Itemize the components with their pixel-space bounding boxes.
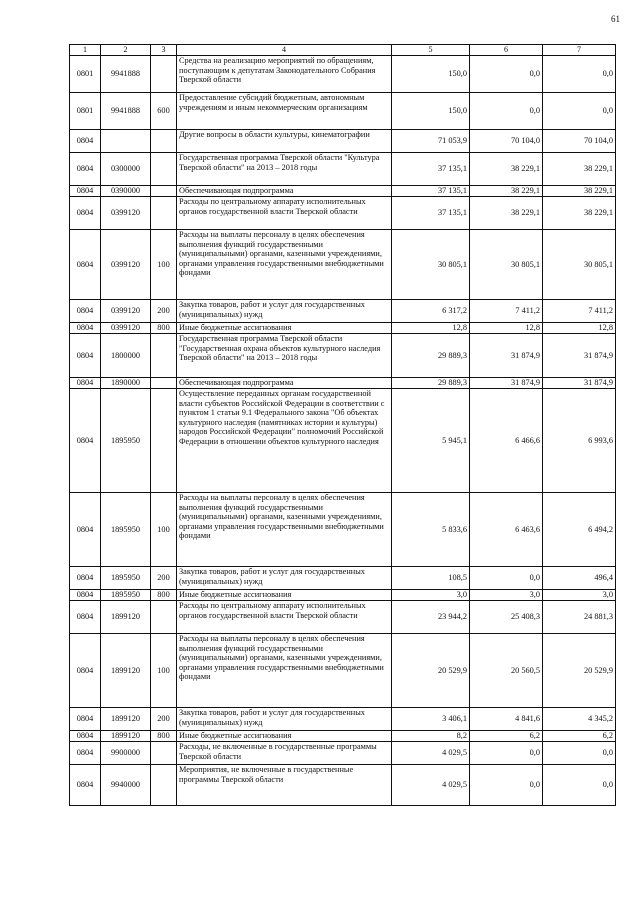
expense-type-cell: 100 bbox=[151, 493, 177, 567]
division-code-cell: 0804 bbox=[70, 197, 101, 230]
table-row bbox=[70, 334, 616, 378]
amount-col6-cell: 12,8 bbox=[470, 323, 543, 334]
expense-type-cell: 800 bbox=[151, 731, 177, 742]
division-code-cell: 0804 bbox=[70, 378, 101, 389]
amount-col7-cell: 38 229,1 bbox=[543, 153, 616, 186]
amount-col5-cell: 30 805,1 bbox=[392, 230, 470, 300]
target-article-cell: 9900000 bbox=[101, 742, 151, 765]
description-cell: Обеспечивающая подпрограмма bbox=[177, 186, 392, 197]
target-article-cell: 1899120 bbox=[101, 634, 151, 708]
expense-type-cell bbox=[151, 197, 177, 230]
target-article-cell: 0399120 bbox=[101, 197, 151, 230]
amount-col5-cell: 29 889,3 bbox=[392, 378, 470, 389]
amount-col6-cell: 0,0 bbox=[470, 765, 543, 806]
target-article-cell: 1890000 bbox=[101, 378, 151, 389]
division-code-cell: 0804 bbox=[70, 634, 101, 708]
amount-col5-cell: 37 135,1 bbox=[392, 153, 470, 186]
amount-col5-cell: 150,0 bbox=[392, 93, 470, 130]
header-cell: 7 bbox=[543, 45, 616, 56]
expense-type-cell bbox=[151, 378, 177, 389]
table-row bbox=[70, 742, 616, 765]
description-cell: Другие вопросы в области культуры, кинематографии bbox=[177, 130, 392, 153]
division-code-cell: 0804 bbox=[70, 731, 101, 742]
amount-col5-cell: 3 406,1 bbox=[392, 708, 470, 731]
amount-col6-cell: 0,0 bbox=[470, 742, 543, 765]
amount-col5-cell: 29 889,3 bbox=[392, 334, 470, 378]
description-cell: Закупка товаров, работ и услуг для государственных (муниципальных) нужд bbox=[177, 708, 392, 731]
target-article-cell: 0399120 bbox=[101, 230, 151, 300]
amount-col5-cell: 5 945,1 bbox=[392, 389, 470, 493]
expense-type-cell bbox=[151, 742, 177, 765]
description-cell: Расходы на выплаты персоналу в целях обеспечения выполнения функций государственными (муниципальными) органами, казенными учреждениями, органами управления государственными внебюджетными фондами bbox=[177, 634, 392, 708]
table-row bbox=[70, 389, 616, 493]
amount-col5-cell: 150,0 bbox=[392, 56, 470, 93]
amount-col5-cell: 5 833,6 bbox=[392, 493, 470, 567]
expense-type-cell bbox=[151, 601, 177, 634]
amount-col6-cell: 0,0 bbox=[470, 567, 543, 590]
amount-col7-cell: 24 881,3 bbox=[543, 601, 616, 634]
amount-col6-cell: 7 411,2 bbox=[470, 300, 543, 323]
description-cell: Предоставление субсидий бюджетным, автономным учреждениям и иным некоммерческим организациям bbox=[177, 93, 392, 130]
amount-col5-cell: 4 029,5 bbox=[392, 765, 470, 806]
header-cell: 2 bbox=[101, 45, 151, 56]
amount-col6-cell: 4 841,6 bbox=[470, 708, 543, 731]
amount-col7-cell: 0,0 bbox=[543, 93, 616, 130]
amount-col6-cell: 6,2 bbox=[470, 731, 543, 742]
amount-col7-cell: 496,4 bbox=[543, 567, 616, 590]
division-code-cell: 0804 bbox=[70, 323, 101, 334]
description-cell: Иные бюджетные ассигнования bbox=[177, 731, 392, 742]
table-row bbox=[70, 300, 616, 323]
amount-col6-cell: 30 805,1 bbox=[470, 230, 543, 300]
amount-col6-cell: 3,0 bbox=[470, 590, 543, 601]
amount-col6-cell: 70 104,0 bbox=[470, 130, 543, 153]
description-cell: Расходы по центральному аппарату исполнительных органов государственной власти Тверской области bbox=[177, 601, 392, 634]
division-code-cell: 0804 bbox=[70, 742, 101, 765]
amount-col6-cell: 25 408,3 bbox=[470, 601, 543, 634]
target-article-cell: 1895950 bbox=[101, 389, 151, 493]
division-code-cell: 0804 bbox=[70, 708, 101, 731]
description-cell: Иные бюджетные ассигнования bbox=[177, 590, 392, 601]
target-article-cell: 1895950 bbox=[101, 567, 151, 590]
description-cell: Расходы на выплаты персоналу в целях обеспечения выполнения функций государственными (муниципальными) органами, казенными учреждениями, органами управления государственными внебюджетными фондами bbox=[177, 493, 392, 567]
description-cell: Закупка товаров, работ и услуг для государственных (муниципальных) нужд bbox=[177, 300, 392, 323]
amount-col6-cell: 0,0 bbox=[470, 93, 543, 130]
description-cell: Мероприятия, не включенные в государственные программы Тверской области bbox=[177, 765, 392, 806]
division-code-cell: 0801 bbox=[70, 56, 101, 93]
expense-type-cell bbox=[151, 186, 177, 197]
amount-col5-cell: 12,8 bbox=[392, 323, 470, 334]
table-row bbox=[70, 708, 616, 731]
amount-col6-cell: 0,0 bbox=[470, 56, 543, 93]
table-row bbox=[70, 765, 616, 806]
amount-col5-cell: 6 317,2 bbox=[392, 300, 470, 323]
expense-type-cell bbox=[151, 130, 177, 153]
amount-col7-cell: 31 874,9 bbox=[543, 378, 616, 389]
amount-col6-cell: 6 466,6 bbox=[470, 389, 543, 493]
division-code-cell: 0804 bbox=[70, 334, 101, 378]
amount-col5-cell: 37 135,1 bbox=[392, 197, 470, 230]
target-article-cell: 1895950 bbox=[101, 590, 151, 601]
table-row bbox=[70, 186, 616, 197]
target-article-cell: 1899120 bbox=[101, 601, 151, 634]
amount-col6-cell: 38 229,1 bbox=[470, 153, 543, 186]
description-cell: Осуществление переданных органам государственной власти субъектов Российской Федерации в соответствии с пунктом 1 статьи 9.1 Федерального закона "Об объектах культурного наследия (памятниках истории и культуры) народов Российской Федерации" полномочий Российской Федерации в отношении объектов культурного наследия bbox=[177, 389, 392, 493]
table-row bbox=[70, 56, 616, 93]
division-code-cell: 0804 bbox=[70, 186, 101, 197]
amount-col7-cell: 0,0 bbox=[543, 765, 616, 806]
header-cell: 1 bbox=[70, 45, 101, 56]
target-article-cell: 1800000 bbox=[101, 334, 151, 378]
target-article-cell: 9940000 bbox=[101, 765, 151, 806]
amount-col7-cell: 31 874,9 bbox=[543, 334, 616, 378]
table-row bbox=[70, 731, 616, 742]
header-cell: 4 bbox=[177, 45, 392, 56]
amount-col7-cell: 6 993,6 bbox=[543, 389, 616, 493]
expense-type-cell: 800 bbox=[151, 590, 177, 601]
target-article-cell: 1899120 bbox=[101, 731, 151, 742]
amount-col5-cell: 3,0 bbox=[392, 590, 470, 601]
amount-col7-cell: 0,0 bbox=[543, 742, 616, 765]
division-code-cell: 0804 bbox=[70, 153, 101, 186]
amount-col6-cell: 38 229,1 bbox=[470, 197, 543, 230]
amount-col6-cell: 20 560,5 bbox=[470, 634, 543, 708]
division-code-cell: 0804 bbox=[70, 590, 101, 601]
table-row bbox=[70, 93, 616, 130]
division-code-cell: 0804 bbox=[70, 493, 101, 567]
target-article-cell bbox=[101, 130, 151, 153]
expense-type-cell: 200 bbox=[151, 567, 177, 590]
table-row bbox=[70, 493, 616, 567]
header-cell: 3 bbox=[151, 45, 177, 56]
expense-type-cell: 200 bbox=[151, 300, 177, 323]
table-row bbox=[70, 634, 616, 708]
amount-col6-cell: 31 874,9 bbox=[470, 334, 543, 378]
division-code-cell: 0804 bbox=[70, 601, 101, 634]
amount-col5-cell: 8,2 bbox=[392, 731, 470, 742]
division-code-cell: 0804 bbox=[70, 765, 101, 806]
expense-type-cell bbox=[151, 389, 177, 493]
description-cell: Закупка товаров, работ и услуг для государственных (муниципальных) нужд bbox=[177, 567, 392, 590]
expense-type-cell: 600 bbox=[151, 93, 177, 130]
expense-type-cell: 100 bbox=[151, 230, 177, 300]
amount-col5-cell: 71 053,9 bbox=[392, 130, 470, 153]
expense-type-cell: 200 bbox=[151, 708, 177, 731]
table-row bbox=[70, 590, 616, 601]
amount-col6-cell: 6 463,6 bbox=[470, 493, 543, 567]
amount-col5-cell: 4 029,5 bbox=[392, 742, 470, 765]
table-row bbox=[70, 323, 616, 334]
expense-type-cell bbox=[151, 153, 177, 186]
amount-col6-cell: 38 229,1 bbox=[470, 186, 543, 197]
amount-col5-cell: 20 529,9 bbox=[392, 634, 470, 708]
target-article-cell: 1895950 bbox=[101, 493, 151, 567]
amount-col7-cell: 7 411,2 bbox=[543, 300, 616, 323]
amount-col7-cell: 4 345,2 bbox=[543, 708, 616, 731]
division-code-cell: 0804 bbox=[70, 300, 101, 323]
amount-col7-cell: 6,2 bbox=[543, 731, 616, 742]
target-article-cell: 0300000 bbox=[101, 153, 151, 186]
description-cell: Государственная программа Тверской области "Государственная охрана объектов культурного наследия Тверской области" на 2013 – 2018 годы bbox=[177, 334, 392, 378]
header-cell: 6 bbox=[470, 45, 543, 56]
division-code-cell: 0804 bbox=[70, 230, 101, 300]
header-cell: 5 bbox=[392, 45, 470, 56]
division-code-cell: 0801 bbox=[70, 93, 101, 130]
amount-col7-cell: 12,8 bbox=[543, 323, 616, 334]
table-row bbox=[70, 130, 616, 153]
expense-type-cell bbox=[151, 334, 177, 378]
amount-col7-cell: 6 494,2 bbox=[543, 493, 616, 567]
amount-col7-cell: 20 529,9 bbox=[543, 634, 616, 708]
amount-col5-cell: 108,5 bbox=[392, 567, 470, 590]
division-code-cell: 0804 bbox=[70, 567, 101, 590]
target-article-cell: 0399120 bbox=[101, 323, 151, 334]
description-cell: Государственная программа Тверской области "Культура Тверской области" на 2013 – 2018 годы bbox=[177, 153, 392, 186]
amount-col7-cell: 70 104,0 bbox=[543, 130, 616, 153]
table-row bbox=[70, 197, 616, 230]
target-article-cell: 9941888 bbox=[101, 93, 151, 130]
expense-type-cell bbox=[151, 765, 177, 806]
target-article-cell: 0399120 bbox=[101, 300, 151, 323]
expense-type-cell: 800 bbox=[151, 323, 177, 334]
description-cell: Расходы по центральному аппарату исполнительных органов государственной власти Тверской области bbox=[177, 197, 392, 230]
table-row bbox=[70, 567, 616, 590]
expense-type-cell bbox=[151, 56, 177, 93]
description-cell: Средства на реализацию мероприятий по обращениям, поступающим к депутатам Законодательного Собрания Тверской области bbox=[177, 56, 392, 93]
amount-col7-cell: 0,0 bbox=[543, 56, 616, 93]
target-article-cell: 1899120 bbox=[101, 708, 151, 731]
table-row bbox=[70, 601, 616, 634]
amount-col7-cell: 38 229,1 bbox=[543, 197, 616, 230]
amount-col5-cell: 23 944,2 bbox=[392, 601, 470, 634]
description-cell: Расходы, не включенные в государственные программы Тверской области bbox=[177, 742, 392, 765]
table-row bbox=[70, 230, 616, 300]
amount-col7-cell: 38 229,1 bbox=[543, 186, 616, 197]
amount-col7-cell: 3,0 bbox=[543, 590, 616, 601]
page-number: 61 bbox=[611, 14, 620, 24]
amount-col7-cell: 30 805,1 bbox=[543, 230, 616, 300]
expense-type-cell: 100 bbox=[151, 634, 177, 708]
table-row bbox=[70, 378, 616, 389]
division-code-cell: 0804 bbox=[70, 130, 101, 153]
target-article-cell: 0390000 bbox=[101, 186, 151, 197]
amount-col6-cell: 31 874,9 bbox=[470, 378, 543, 389]
target-article-cell: 9941888 bbox=[101, 56, 151, 93]
amount-col5-cell: 37 135,1 bbox=[392, 186, 470, 197]
description-cell: Расходы на выплаты персоналу в целях обеспечения выполнения функций государственными (муниципальными) органами, казенными учреждениями, органами управления государственными внебюджетными фондами bbox=[177, 230, 392, 300]
header-row bbox=[70, 45, 616, 56]
table-row bbox=[70, 153, 616, 186]
division-code-cell: 0804 bbox=[70, 389, 101, 493]
description-cell: Обеспечивающая подпрограмма bbox=[177, 378, 392, 389]
description-cell: Иные бюджетные ассигнования bbox=[177, 323, 392, 334]
budget-table bbox=[69, 44, 616, 806]
